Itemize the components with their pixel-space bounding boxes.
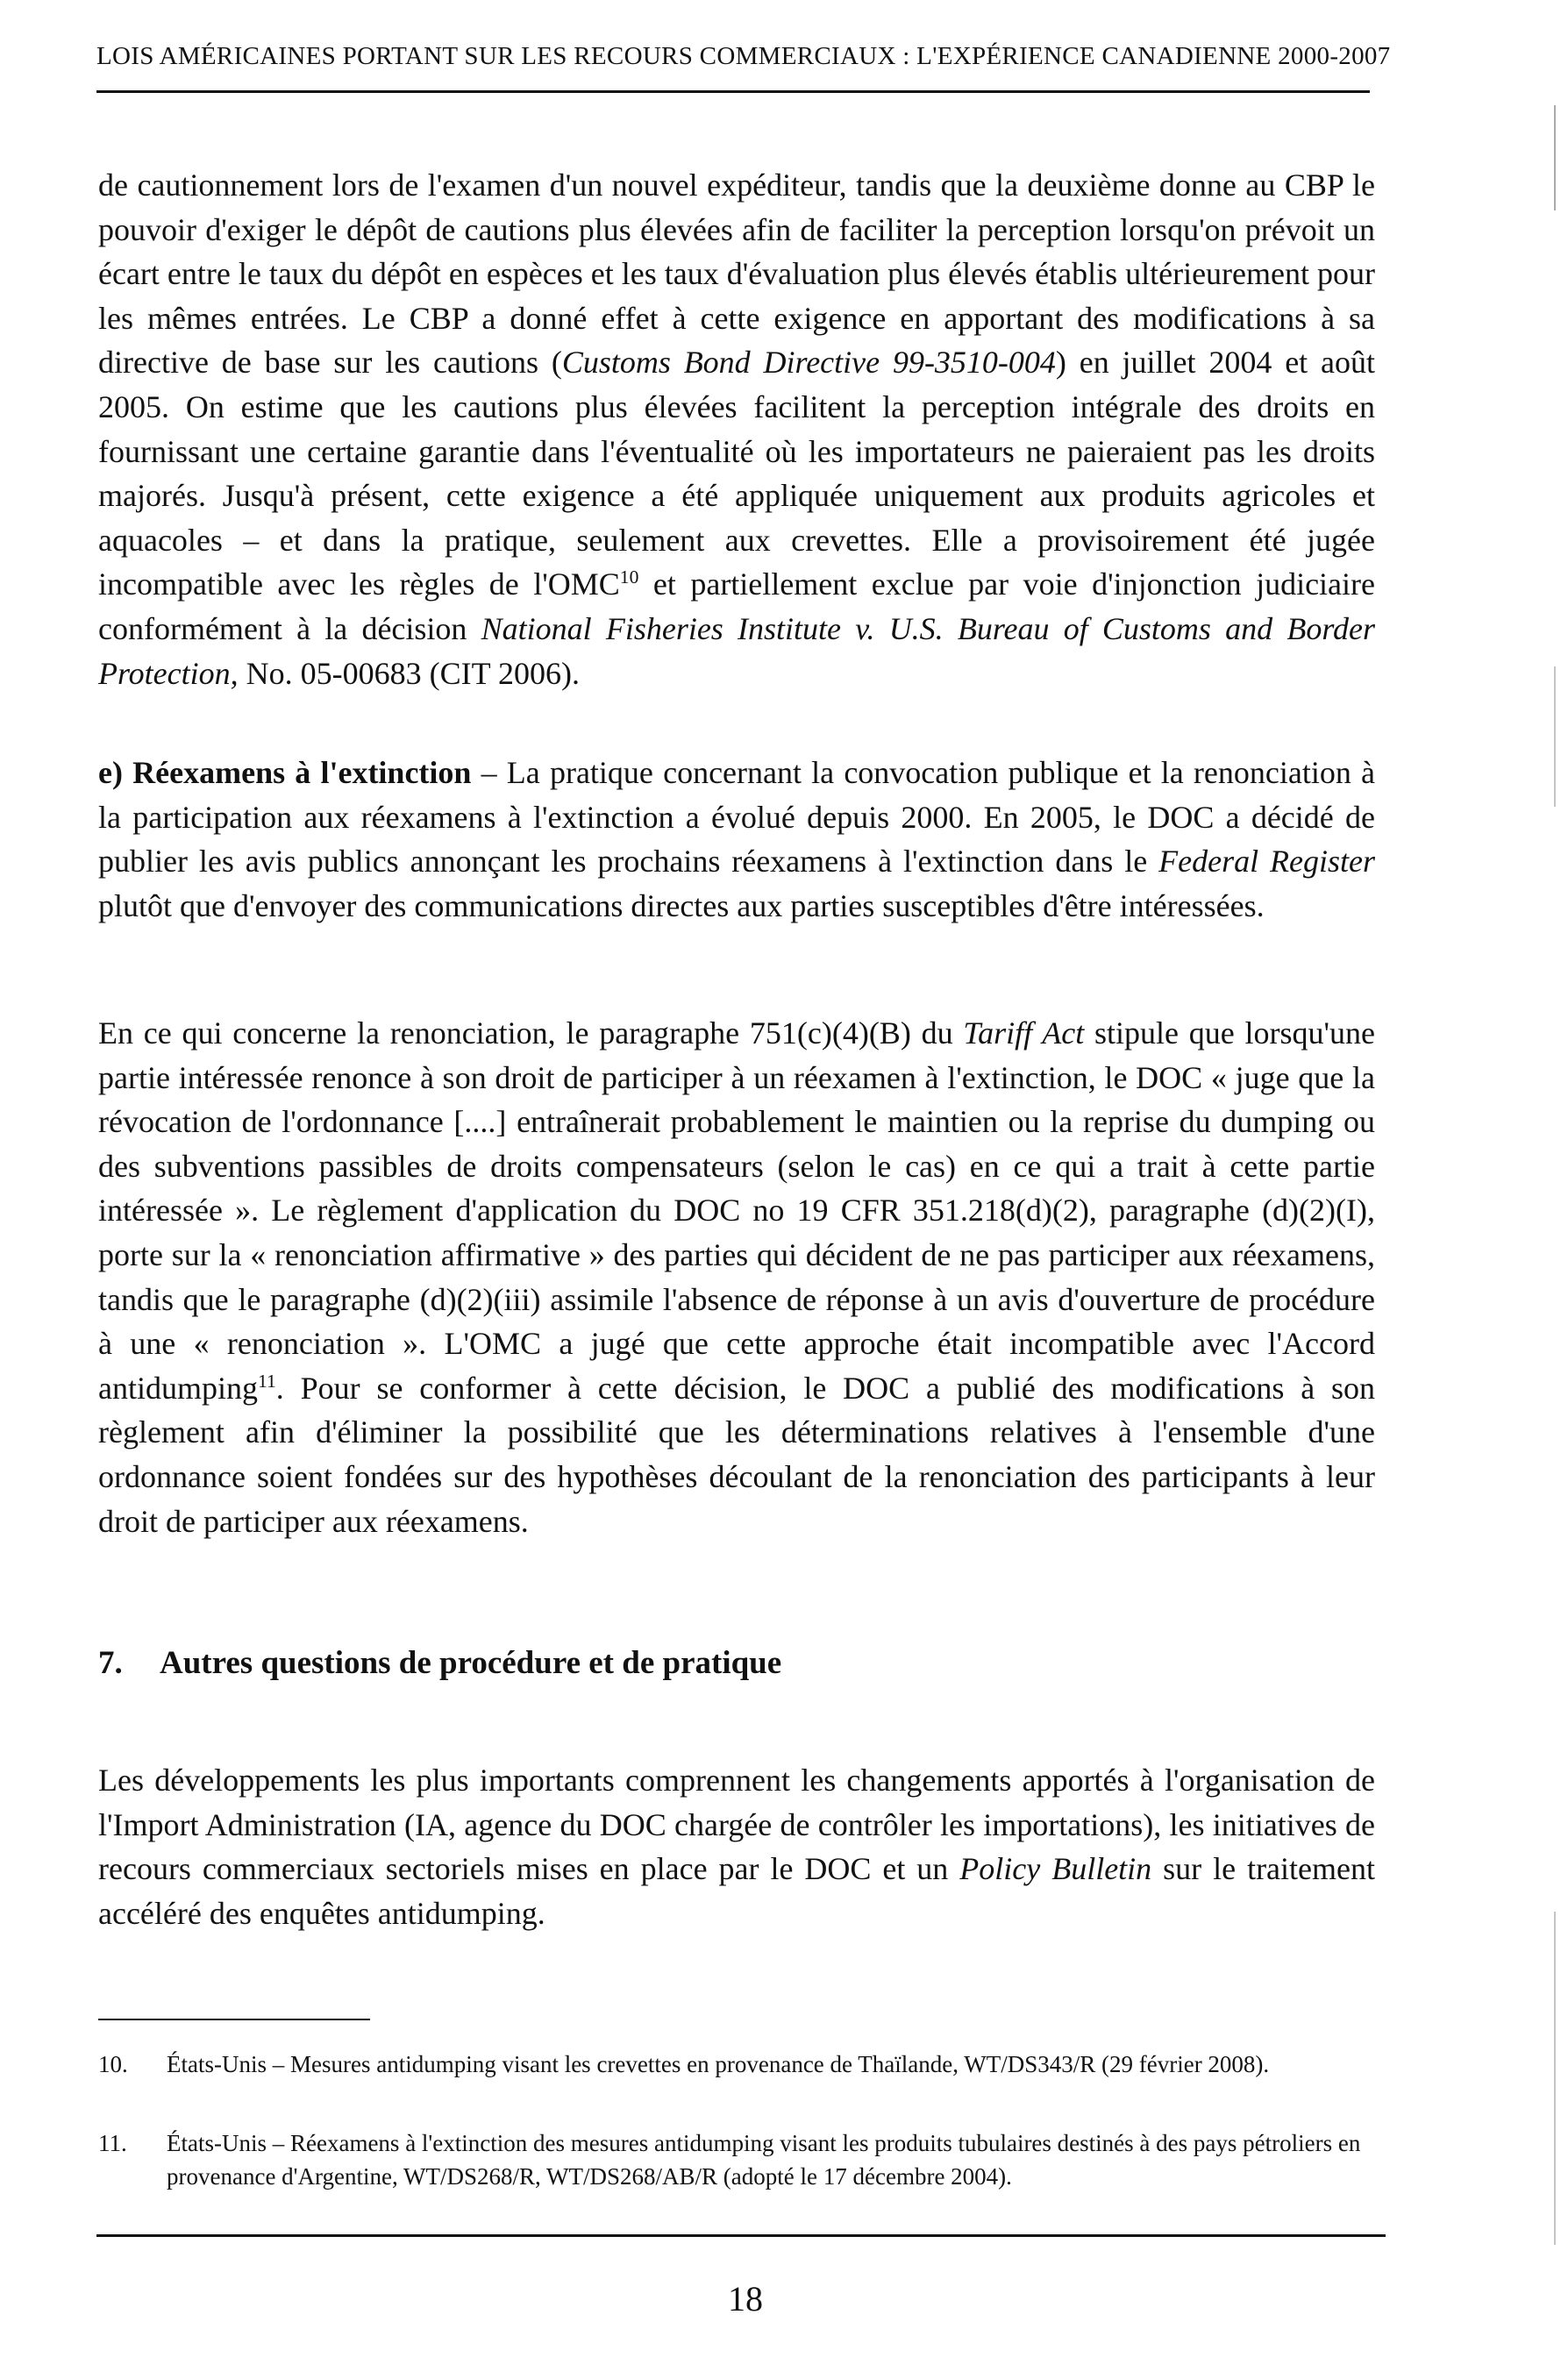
paragraph-sunset-reviews — [98, 751, 1375, 928]
paragraph-waiver — [98, 1011, 1375, 1543]
paragraph-text: de cautionnement lors de l'examen d'un nouvel expéditeur, tandis que la deuxième donne au CBP le pouvoir d'exiger le dépôt de cautions plus élevées afin de faciliter la perception lorsqu'on prévoit un écart entre le taux du dépôt en espèces et les taux d'évaluation plus élevés établis ultérieurement pour les mêmes entrées. Le CBP a donné effet à cette exigence en apportant des modifications à sa directive de base sur les cautions ( — [98, 167, 1375, 381]
paragraph-text: . Pour se conformer à cette décision, le DOC a publié des modifications à son règlement afin d'éliminer la possibilité que les déterminations relatives à l'ensemble d'une ordonnance soient fondées sur des hypothèses découlant de la renonciation des participants à leur droit de participer aux réexamens. — [98, 1370, 1375, 1539]
italic-reference: National Fisheries Institute v. U.S. Bureau of Customs and Border Protection, — [98, 610, 1375, 691]
footnote-11 — [98, 2126, 1370, 2193]
italic-reference: Federal Register — [1158, 844, 1375, 880]
running-header: LOIS AMÉRICAINES PORTANT SUR LES RECOURS COMMERCIAUX : L'EXPÉRIENCE CANADIENNE 2000-2007 — [96, 42, 1391, 70]
paragraph-text: En ce qui concerne la renonciation, le paragraphe 751(c)(4)(B) du — [98, 1015, 964, 1051]
header-rule — [96, 90, 1370, 93]
footer-rule — [96, 2234, 1386, 2237]
footnote-number: 11. — [98, 2130, 127, 2156]
footnote-ref-11[interactable]: 11 — [258, 1370, 276, 1392]
footnote-ref-10[interactable]: 10 — [619, 566, 639, 588]
paragraph-cautions — [98, 163, 1375, 695]
italic-reference: Policy Bulletin — [959, 1851, 1152, 1887]
section-title: Autres questions de procédure et de pratique — [160, 1645, 782, 1681]
italic-reference: Customs Bond Directive 99-3510-004 — [561, 345, 1056, 381]
section-heading — [98, 1644, 781, 1682]
scan-edge-mark — [1554, 1912, 1556, 2245]
footnote-text: États-Unis – Réexamens à l'extinction des mesures antidumping visant les produits tubulaires destinés à des pays pétroliers en provenance d'Argentine, WT/DS268/R, WT/DS268/AB/R (adopté le 17 décembre 2004). — [167, 2130, 1361, 2190]
paragraph-text: ) en juillet 2004 et août 2005. On estime que les cautions plus élevées facilitent la perception intégrale des droits en fournissant une certaine garantie dans l'éventualité où les importateurs ne paieraient pas les droits majorés. Jusqu'à présent, cette exigence a été appliquée uniquement aux produits agricoles et aquacoles – et dans la pratique, seulement aux crevettes. Elle a provisoirement été jugée incompatible avec les règles de l'OMC — [98, 345, 1376, 602]
footnote-separator — [98, 2019, 370, 2020]
paragraph-text: – La pratique concernant la convocation publique et la renonciation à la participation aux réexamens à l'extinction a évolué depuis 2000. En 2005, le DOC a décidé de publier les avis publics annonçant les prochains réexamens à l'extinction dans le — [98, 755, 1376, 880]
paragraph-text: sur le traitement accéléré des enquêtes antidumping. — [98, 1851, 1375, 1931]
italic-reference: Tariff Act — [963, 1015, 1085, 1051]
scan-edge-mark — [1554, 105, 1556, 210]
footnote-number: 10. — [98, 2051, 128, 2077]
paragraph-text: Les développements les plus importants comprennent les changements apportés à l'organisation de l'Import Administration (IA, agence du DOC chargée de contrôler les importations), les initiatives de recours commerciaux sectoriels mises en place par le DOC et un — [98, 1763, 1375, 1887]
scan-edge-mark — [1554, 666, 1556, 807]
paragraph-lead: e) Réexamens à l'extinction — [98, 755, 472, 790]
paragraph-developments — [98, 1758, 1375, 1935]
page-number: 18 — [728, 2279, 763, 2318]
footnote-text: États-Unis – Mesures antidumping visant les crevettes en provenance de Thaïlande, WT/DS343/R (29 février 2008). — [167, 2051, 1270, 2077]
paragraph-text: et partiellement exclue par voie d'injonction judiciaire conformément à la décision — [98, 566, 1375, 646]
section-number: 7. — [98, 1645, 123, 1681]
paragraph-text: stipule que lorsqu'une partie intéressée renonce à son droit de participer à un réexamen à l'extinction, le DOC « juge que la révocation de l'ordonnance [....] entraînerait probablement le maintien ou la reprise du dumping ou des subventions passibles de droits compensateurs (selon le cas) en ce qui a trait à cette partie intéressée ». Le règlement d'application du DOC no 19 CFR 351.218(d)(2), paragraphe (d)(2)(I), porte sur la « renonciation affirmative » des parties qui décident de ne pas participer aux réexamens, tandis que le paragraphe (d)(2)(iii) assimile l'absence de réponse à un avis d'ouverture de procédure à une « renonciation ». L'OMC a jugé que cette approche était incompatible avec l'Accord antidumping — [98, 1015, 1375, 1406]
paragraph-text: plutôt que d'envoyer des communications directes aux parties susceptibles d'être intéressées. — [98, 887, 1265, 923]
paragraph-text: No. 05-00683 (CIT 2006). — [238, 655, 580, 691]
footnote-10 — [98, 2048, 1370, 2081]
